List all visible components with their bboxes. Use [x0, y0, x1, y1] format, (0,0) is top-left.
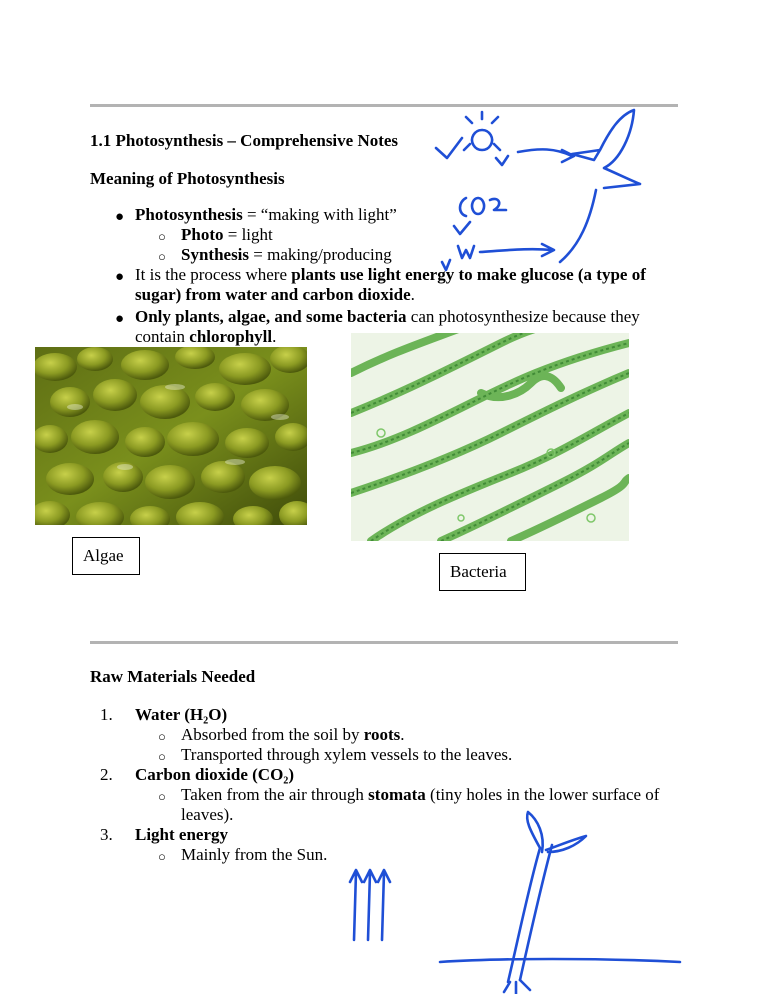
bullet-icon: ●	[115, 311, 125, 327]
plant-icon	[508, 845, 552, 982]
item-number: 3.	[100, 825, 113, 844]
arrow-curve	[560, 190, 596, 262]
algae-photo	[35, 347, 307, 525]
bullet-process-line1: It is the process where plants use light energy to make glucose (a type of	[135, 265, 646, 284]
sub-bullet-synthesis: Synthesis = making/producing	[181, 245, 392, 264]
circle-bullet-icon: ○	[158, 729, 166, 744]
co2-handwriting	[460, 198, 506, 216]
circle-bullet-icon: ○	[158, 749, 166, 764]
water-sub-xylem: Transported through xylem vessels to the leaves.	[181, 745, 513, 764]
arrow-up-icon	[350, 870, 362, 940]
raw-materials-heading: Raw Materials Needed	[90, 667, 256, 686]
item-light-energy: Light energy	[135, 825, 229, 844]
notes-title: 1.1 Photosynthesis – Comprehensive Notes	[90, 131, 399, 150]
bacteria-image	[351, 333, 629, 541]
item-carbon-dioxide: Carbon dioxide (CO₂)	[135, 765, 295, 784]
bullet-icon: ●	[115, 209, 125, 225]
co2-sub-stomata-line1: Taken from the air through stomata (tiny holes in the lower surface of	[181, 785, 660, 804]
bacteria-caption: Bacteria	[439, 553, 526, 591]
bullet-organisms-line1: Only plants, algae, and some bacteria can photosynthesize because they	[135, 307, 640, 326]
bullet-process-line2: sugar) from water and carbon dioxide.	[135, 285, 415, 304]
middle-divider	[90, 641, 678, 644]
plant-icon	[440, 959, 680, 962]
water-sub-roots: Absorbed from the soil by roots.	[181, 725, 405, 744]
top-divider	[90, 104, 678, 107]
item-number: 1.	[100, 705, 113, 724]
checkmark-icon	[436, 138, 462, 158]
bacteria-photo	[351, 333, 629, 541]
arrow-up-icon	[364, 870, 376, 940]
co2-sub-stomata-line2: leaves).	[181, 805, 234, 824]
light-sub-sun: Mainly from the Sun.	[181, 845, 328, 864]
circle-bullet-icon: ○	[158, 229, 166, 244]
circle-bullet-icon: ○	[158, 789, 166, 804]
item-number: 2.	[100, 765, 113, 784]
arrow-icon	[480, 244, 554, 256]
bullet-organisms-line2: contain chlorophyll.	[135, 327, 277, 346]
algae-caption: Algae	[72, 537, 140, 575]
algae-image	[35, 347, 307, 525]
sub-bullet-photo: Photo = light	[181, 225, 273, 244]
checkmark-icon	[454, 222, 470, 234]
leaf-icon	[572, 110, 640, 188]
arrow-up-icon	[378, 870, 390, 940]
sun-icon	[464, 112, 500, 150]
plant-icon	[527, 812, 586, 852]
checkmark-icon	[496, 156, 508, 165]
plant-icon	[504, 980, 530, 994]
bullet-icon: ●	[115, 269, 125, 285]
bullet-photosynthesis: Photosynthesis = “making with light”	[135, 205, 397, 224]
meaning-heading: Meaning of Photosynthesis	[90, 169, 285, 188]
item-water: Water (H₂O)	[135, 705, 228, 724]
circle-bullet-icon: ○	[158, 249, 166, 264]
circle-bullet-icon: ○	[158, 849, 166, 864]
arrow-icon	[518, 149, 574, 162]
